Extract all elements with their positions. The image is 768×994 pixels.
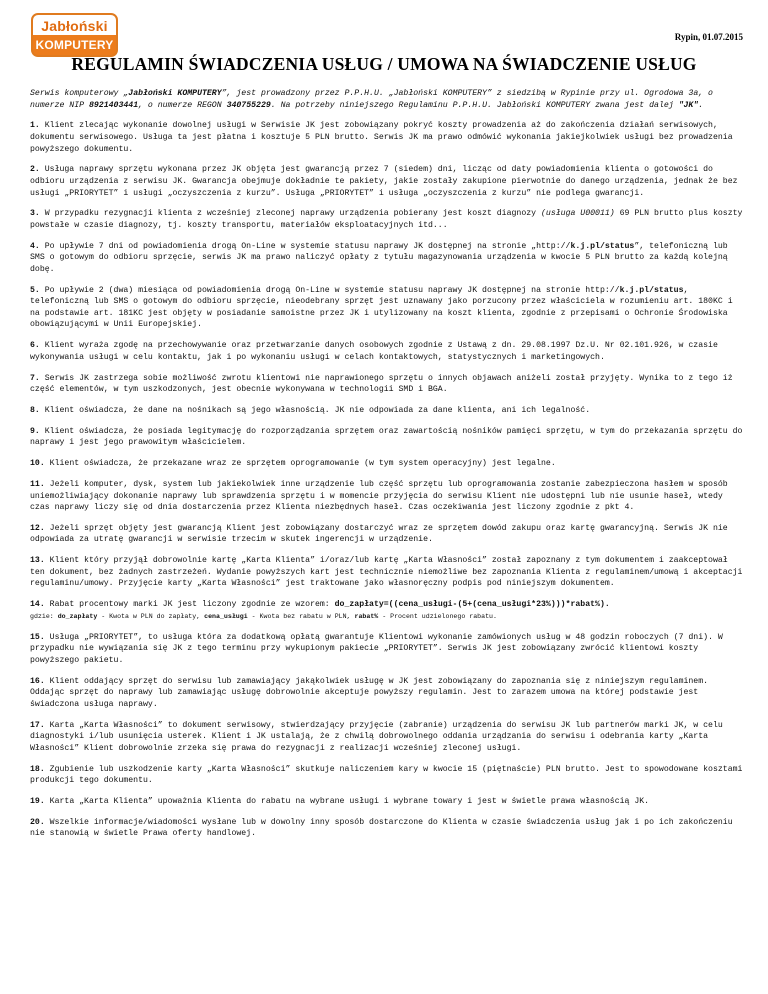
section-20 [30, 817, 746, 840]
section-number: 2. [30, 165, 40, 175]
section-text: W przypadku rezygnacji klienta z wcześniej zleconej naprawy urządzenia pobierany jest koszt diagnozy [39, 209, 541, 219]
section-number: 19. [30, 796, 45, 806]
section-text: Po upływie 2 (dwa) miesiąca od powiadomienia drogą On-Line w systemie statusu naprawy JK dostępnej na stronie http:// [39, 285, 620, 295]
section-number: 15. [30, 632, 45, 642]
section-number: 18. [30, 764, 45, 774]
section-9 [30, 426, 746, 449]
section-4 [30, 241, 746, 276]
section-11 [30, 479, 746, 514]
section-3 [30, 208, 746, 231]
intro-text: , o numerze REGON [138, 100, 227, 110]
section-19 [30, 796, 746, 808]
section-5 [30, 285, 746, 331]
section-text: Klient oświadcza, że posiada legitymację do rozporządzania sprzętem oraz zawartością nośników pamięci sprzętu, w tym do przekazania sprzętu do naprawy i jest jego prawowitym właścicielem. [30, 426, 743, 448]
legend-desc: - Kwota bez rabatu w PLN, [247, 612, 355, 620]
legend-desc: - Procent udzielonego rabatu. [378, 612, 497, 620]
section-number: 10. [30, 459, 45, 469]
discount-formula: do_zapłaty=((cena_usługi-(5+(cena_usługi*23%)))*rabat%). [334, 600, 610, 610]
section-8 [30, 405, 746, 417]
section-number: 17. [30, 720, 45, 730]
section-1 [30, 120, 746, 155]
section-number: 3. [30, 209, 40, 219]
section-text: Klient oddający sprzęt do serwisu lub zamawiający jakąkolwiek usługę w JK jest zobowiązany do zapoznania się z niniejszym regulaminem. Oddając sprzęt do naprawy lub zamawiając usługę dobrowolnie akceptuje powyższy regulamin. Jest to zarazem umowa na której podstawie jest świadczona usługa naprawy. [30, 676, 709, 709]
logo-line1: Jabłoński [41, 18, 108, 34]
logo-line2: KOMPUTERY [35, 38, 114, 52]
section-text: Jeżeli komputer, dysk, system lub jakiekolwiek inne urządzenie lub część sprzętu lub oprogramowania zostanie zabezpieczona hasłem w sposób uniemożliwiający dokonanie naprawy lub sprawdzenia sprzętu i w momencie przyjęcia do serwisu Klient nie udostępni lub nie usunie haseł, wtedy czas naprawy liczy się od dnia dostarczenia przez Klienta niezbędnych haseł. Czas oczekiwania jest liczony zgodnie z pkt 4. [30, 479, 728, 513]
section-text: , telefoniczną lub SMS o gotowym do odbioru sprzęcie, nieodebrany sprzęt jest uznawany jako porzucony przez właściciela w rozumieniu art. 180KC i na podstawie art. 181KC jest objęty w posiadanie samoistne przez JK i utylizowany na koszt klienta, zgodnie z przepisami o Ochronie Środowiska obowiązującymi w Unii Europejskiej. [30, 285, 733, 330]
intro-company: Jabłoński KOMPUTERY [128, 89, 222, 98]
section-number: 16. [30, 676, 45, 686]
document-date: Rypin, 01.07.2015 [674, 32, 743, 42]
section-text: Klient oświadcza, że dane na nośnikach są jego własnością. JK nie odpowiada za dane klienta, ani ich legalność. [39, 405, 591, 415]
status-link[interactable]: k.j.pl/status [619, 285, 684, 295]
section-italic: (usługa U00011) [541, 209, 615, 219]
section-text: Rabat procentowy marki JK jest liczony zgodnie ze wzorem: [44, 600, 335, 610]
section-number: 1. [30, 121, 40, 131]
section-text: 69 PLN brutto plus koszty powstałe w czasie diagnozy, tj. koszty transportu, materiałów eksploatacyjnych itd... [30, 209, 743, 230]
section-text: Jeżeli sprzęt objęty jest gwarancją Klient jest zobowiązany dostarczyć wraz ze sprzętem dowód zakupu oraz kartę gwarancyjną. Serwis JK nie odpowiada za utratę gwarancji w serwisie trzecim w skutek ingerencji w urządzenie. [30, 523, 728, 545]
legend-key: rabat% [354, 612, 379, 620]
intro-text: ”, jest prowadzony przez P.P.H.U. „Jabłoński KOMPUTERY” z siedzibą w Rypinie przy ul. Ogrodowa 3a, o numerze NIP [30, 89, 713, 110]
section-text: Usługa „PRIORYTET”, to usługa która za dodatkową opłatą gwarantuje Klientowi wykonanie zamówionych usług w 48 godzin roboczych (7 dni). W przypadku nie wywiązania się JK z tego terminu przy wykupionym pakiecie „PRIORYTET”. Serwis JK jest zobowiązany zwrócić klientowi koszty powyższego pakietu. [30, 632, 723, 665]
section-number: 4. [30, 241, 40, 251]
section-number: 20. [30, 817, 45, 827]
intro-nip: 8921403441 [88, 100, 139, 110]
section-text: Karta „Karta Klienta” upoważnia Klienta do rabatu na wybrane usługi i wybrane towary i jest w świetle prawa własnością JK. [44, 796, 650, 806]
section-text: Klient zlecając wykonanie dowolnej usługi w Serwisie JK jest zobowiązany pokryć koszty prowadzenia aż do zakończenia działań serwisowych, dokumentu serwisowego. Usługa ta jest płatna i kosztuje 5 PLN brutto. Serwis JK ma prawo odmówić wykonania jakiejkolwiek usługi bez prowadzenia powyższego dokumentu. [30, 121, 733, 154]
legend-desc: - Kwota w PLN do zapłaty, [97, 612, 205, 620]
legend-key: do_zapłaty [57, 612, 98, 620]
intro-text: . [698, 100, 704, 110]
section-number: 9. [30, 426, 40, 436]
document-title: REGULAMIN ŚWIADCZENIA USŁUG / UMOWA NA ŚWIADCZENIE USŁUG [71, 54, 697, 74]
status-link[interactable]: k.j.pl/status [570, 241, 635, 251]
section-2 [30, 164, 746, 199]
section-text: Klient wyraża zgodę na przechowywanie oraz przetwarzanie danych osobowych zgodnie z Ustawą z dn. 29.08.1997 Dz.U. Nr 02.101.926, w czasie wykonywania usługi w celu kontaktu, jak i po wykonaniu usługi w celach kontaktowych, statystycznych i marketingowych. [30, 341, 718, 362]
intro-text: . Na potrzeby niniejszego Regulaminu P.P.H.U. Jabłoński KOMPUTERY zwana jest dalej [270, 100, 679, 110]
section-15 [30, 632, 746, 667]
section-text: Karta „Karta Własności” to dokument serwisowy, stwierdzający przyjęcie (zabranie) urządzenia do serwisu JK lub partnerów marki JK, w celu diagnostyki i/lub usunięcia usterek. Klient i JK ustalają, że z chwilą dobrowolnego oddania urządzania do serwisu i odebrania karty „Karta Własności” Klient dobrowolnie zrzeka się prawa do rezygnacji z realizacji wcześniej zleconej usługi. [30, 720, 723, 753]
section-17 [30, 720, 746, 755]
section-text: Wszelkie informacje/wiadomości wysłane lub w dowolny inny sposób dostarczone do Klienta w czasie świadczenia usług jak i po ich zakończeniu nie stanowią w świetle Prawa oferty handlowej. [30, 817, 733, 839]
section-number: 7. [30, 373, 40, 383]
section-text: Klient oświadcza, że przekazane wraz ze sprzętem oprogramowanie (w tym system operacyjny) jest legalne. [44, 459, 556, 469]
section-text: Serwis JK zastrzega sobie możliwość zwrotu klientowi nie naprawionego sprzętu o innych objawach aniżeli został przyjęty. Wynika to z tego iż część elementów, w tym uszkodzonych, jest obecnie wykonywana w technologii SMD i BGA. [30, 373, 733, 395]
section-number: 12. [30, 523, 45, 533]
section-text: ”, telefoniczną lub SMS o gotowym do odbioru sprzęcie, serwis JK ma prawo naliczyć opłaty z tytułu magazynowania urządzenia w kwocie 5 PLN brutto za każdą kolejną dobę. [30, 241, 728, 274]
section-10 [30, 458, 746, 470]
intro-regon: 340755229 [226, 100, 271, 110]
section-number: 6. [30, 341, 40, 351]
section-7 [30, 373, 746, 396]
section-13 [30, 555, 746, 590]
document-body [30, 88, 746, 849]
section-text: Usługa naprawy sprzętu wykonana przez JK objęta jest gwarancją przez 7 (siedem) dni, licząc od daty powiadomienia klienta o gotowości do odbioru urządzenia z serwisu JK. Gwarancja obejmuje dokładnie te pakiety, jakie zostały zakupione pierwotnie do danego urządzenia, jednak że bez usługi „PRIORYTET” i usługi „oczyszczenia z kurzu”. Usługa „PRIORYTET” i usługa „oczyszczenia z kurzu” nie podlega gwarancji. [30, 165, 738, 198]
section-18 [30, 764, 746, 787]
company-logo [31, 13, 118, 57]
section-number: 13. [30, 556, 45, 566]
section-number: 5. [30, 285, 40, 295]
intro-jk: "JK" [678, 100, 699, 110]
intro-text: Serwis komputerowy „ [30, 89, 129, 98]
section-16 [30, 676, 746, 711]
formula-legend [30, 613, 497, 620]
section-number: 14. [30, 600, 45, 610]
section-number: 11. [30, 479, 45, 489]
section-text: Zgubienie lub uszkodzenie karty „Karta Własności” skutkuje naliczeniem kary w kwocie 15 (piętnaście) PLN brutto. Jest to spowodowane kosztami produkcji tego dokumentu. [30, 764, 743, 786]
legend-key: cena_usługi [204, 612, 248, 620]
section-text: Po upływie 7 dni od powiadomienia drogą On-Line w systemie statusu naprawy JK dostępnej na stronie „http:// [39, 241, 571, 251]
intro-paragraph [30, 88, 746, 111]
section-12 [30, 523, 746, 546]
section-6 [30, 340, 746, 363]
section-14 [30, 599, 746, 622]
section-number: 8. [30, 405, 40, 415]
section-text: Klient który przyjął dobrowolnie kartę „Karta Klienta” i/oraz/lub kartę „Karta Własności” został zapoznany z tym dokumentem i zaakceptował ten dokument, bez żadnych zastrzeżeń. Wydanie powyższych kart jest technicznie niemożliwe bez zapoznania Klienta z regulaminem/umową i akceptacji regulaminu/umowy. Przyjęcie karty „Karta Własności” jest traktowane jako własnoręczny podpis pod niniejszym dokumentem. [30, 556, 743, 589]
legend-where: gdzie: [30, 612, 58, 620]
